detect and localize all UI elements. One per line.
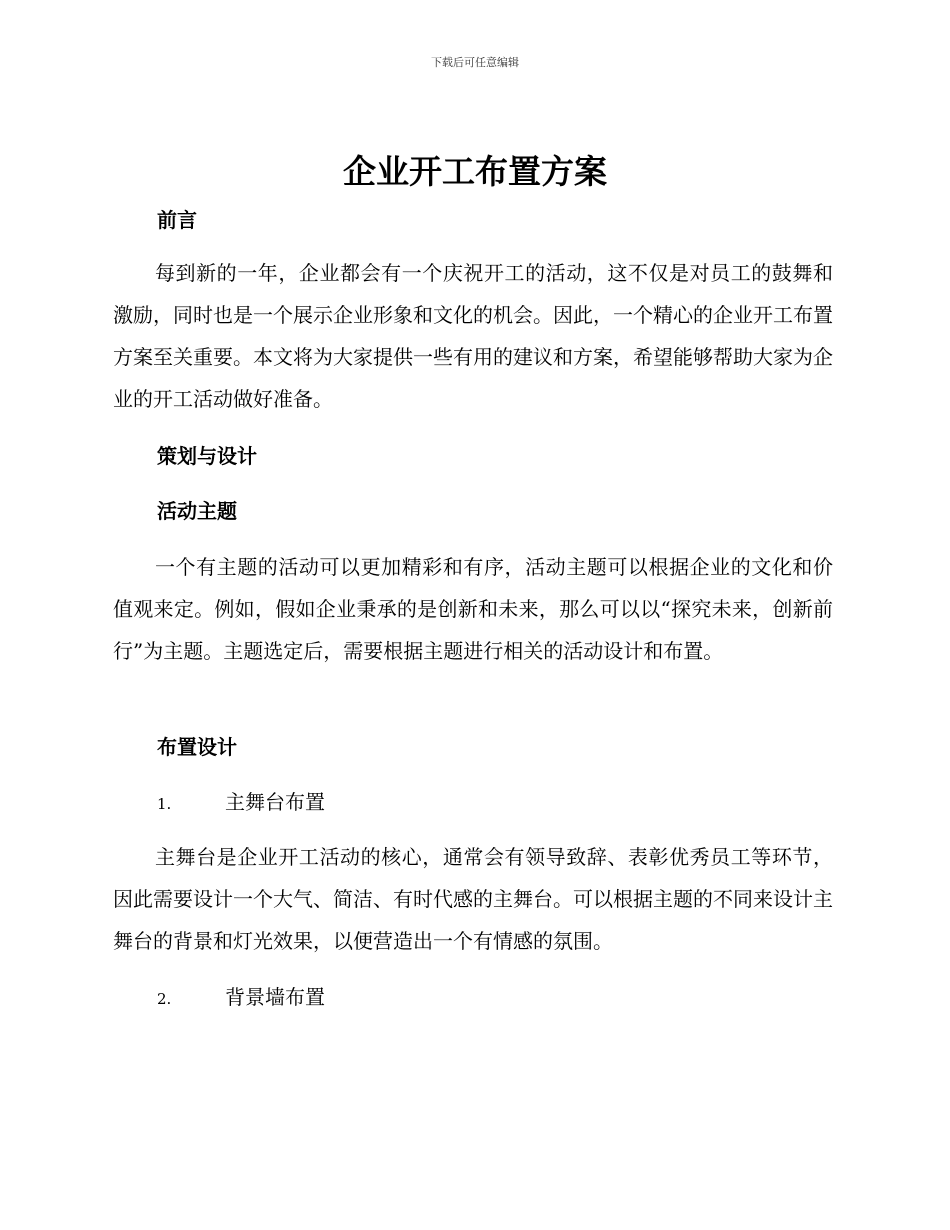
section-heading-layout: 布置设计 (157, 735, 237, 759)
section-heading-planning: 策划与设计 (157, 444, 257, 468)
list-item (157, 788, 325, 818)
list-item-number: 2. (157, 990, 172, 1008)
list-item-number: 1. (157, 795, 172, 813)
preface-paragraph: 每到新的一年，企业都会有一个庆祝开工的活动，这不仅是对员工的鼓舞和激励，同时也是一个展示企业形象和文化的机会。因此，一个精心的企业开工布置方案至关重要。本文将为大家提供一些有用的建议和方案，希望能够帮助大家为企业的开工活动做好准备。 (113, 261, 833, 411)
section-heading-theme: 活动主题 (157, 499, 237, 523)
document-title: 企业开工布置方案 (343, 152, 607, 191)
stage-paragraph: 主舞台是企业开工活动的核心，通常会有领导致辞、表彰优秀员工等环节，因此需要设计一个大气、简洁、有时代感的主舞台。可以根据主题的不同来设计主舞台的背景和灯光效果，以便营造出一个有情感的氛围。 (113, 845, 833, 953)
list-item (157, 983, 325, 1013)
header-note: 下载后可任意编辑 (431, 56, 519, 69)
section-heading-preface: 前言 (157, 208, 197, 232)
list-item-label: 背景墙布置 (225, 985, 325, 1009)
list-item-label: 主舞台布置 (225, 790, 325, 814)
theme-paragraph: 一个有主题的活动可以更加精彩和有序，活动主题可以根据企业的文化和价值观来定。例如，假如企业秉承的是创新和未来，那么可以以“探究未来，创新前行”为主题。主题选定后，需要根据主题进行相关的活动设计和布置。 (113, 555, 833, 663)
